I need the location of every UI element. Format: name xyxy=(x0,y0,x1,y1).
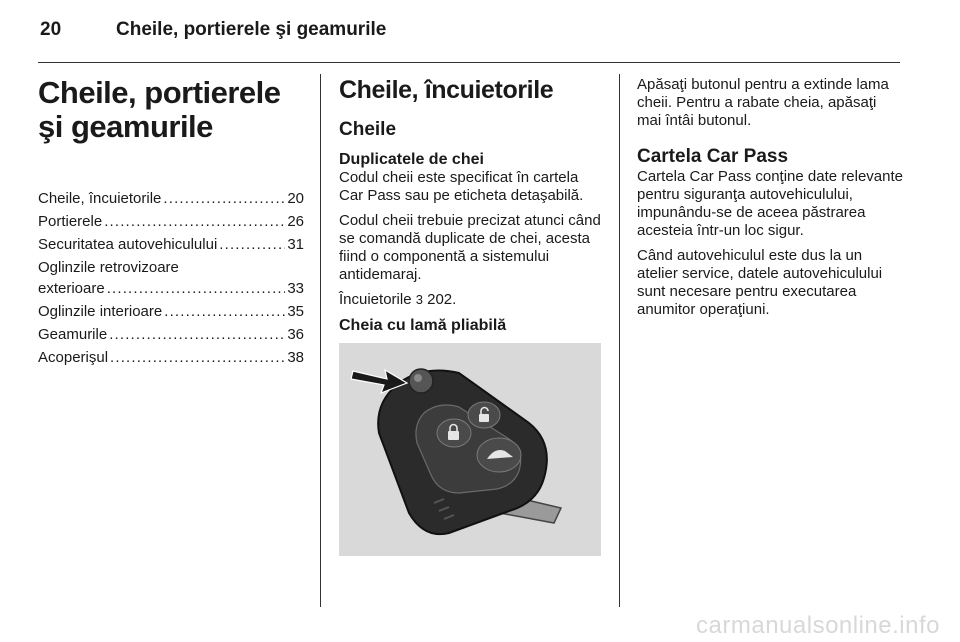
toc-page: 20 xyxy=(287,190,304,207)
subsubsection-title: Cheia cu lamă pliabilă xyxy=(339,317,507,334)
paragraph: Apăsaţi butonul pentru a extinde lama cheii. Pentru a rabate cheia, apăsaţi mai întâi butonul. xyxy=(637,76,889,129)
chapter-title: Cheile, portierele şi geamurile xyxy=(38,75,281,144)
running-header: Cheile, portierele şi geamurile xyxy=(116,19,387,40)
toc-entry[interactable] xyxy=(38,188,304,209)
toc-page: 38 xyxy=(287,349,304,366)
column-divider-1 xyxy=(320,74,321,607)
toc-label: Securitatea autovehiculului xyxy=(38,236,218,253)
release-button xyxy=(409,369,433,393)
column-divider-2 xyxy=(619,74,620,607)
watermark: carmanualsonline.info xyxy=(696,612,940,639)
section-column xyxy=(339,76,601,335)
toc-label: Oglinzile interioare xyxy=(38,303,163,320)
toc-entry[interactable] xyxy=(38,301,304,322)
paragraph: Codul cheii este specificat în cartela Car Pass sau pe eticheta detaşabilă. xyxy=(339,169,584,204)
subsection-title: Cartela Car Pass xyxy=(637,146,789,167)
toc-entry[interactable] xyxy=(38,324,304,345)
cross-reference-page: 202. xyxy=(427,291,457,308)
toc-label: exterioare xyxy=(38,280,105,297)
lock-icon xyxy=(448,431,459,440)
paragraph: Cartela Car Pass conţine date relevante pentru siguranţa autovehiculului, impunându-se de aceea păstrarea acesteia într-un loc sigur. xyxy=(637,168,903,239)
folding-key-illustration xyxy=(339,343,601,556)
paragraph: Când autovehiculul este dus la un atelier service, datele autovehiculului sunt necesare pentru executarea anumitor operaţiuni. xyxy=(637,247,883,318)
header-rule xyxy=(38,62,900,63)
toc-page: 31 xyxy=(287,236,304,253)
toc-label: Cheile, încuietorile xyxy=(38,190,162,207)
toc-entry[interactable] xyxy=(38,257,304,299)
subsubsection-title: Duplicatele de chei xyxy=(339,151,484,168)
toc-entry[interactable] xyxy=(38,347,304,368)
section-title: Cheile, încuietorile xyxy=(339,76,554,104)
cross-reference[interactable] xyxy=(339,291,601,309)
toc-label: Portierele xyxy=(38,213,103,230)
toc-page: 35 xyxy=(287,303,304,320)
cross-reference-label: Încuietorile xyxy=(339,291,412,308)
toc-entry[interactable] xyxy=(38,211,304,232)
toc-label: Acoperişul xyxy=(38,349,109,366)
page-number: 20 xyxy=(40,19,62,40)
subsection-title: Cheile xyxy=(339,119,397,140)
toc-page: 33 xyxy=(287,280,304,297)
toc-label: Geamurile xyxy=(38,326,108,343)
toc-entry[interactable] xyxy=(38,234,304,255)
chapter-column xyxy=(38,76,304,370)
toc-label-line1: Oglinzile retrovizoare xyxy=(38,259,179,276)
arrow-icon: 3 xyxy=(415,292,423,307)
unlock-icon xyxy=(479,414,489,422)
toc-page: 26 xyxy=(287,213,304,230)
right-column xyxy=(637,76,903,326)
paragraph: Codul cheii trebuie precizat atunci când se comandă duplicate de chei, acesta fiind o componentă a sistemului antidemaraj. xyxy=(339,212,601,283)
toc-page: 36 xyxy=(287,326,304,343)
table-of-contents xyxy=(38,188,304,368)
